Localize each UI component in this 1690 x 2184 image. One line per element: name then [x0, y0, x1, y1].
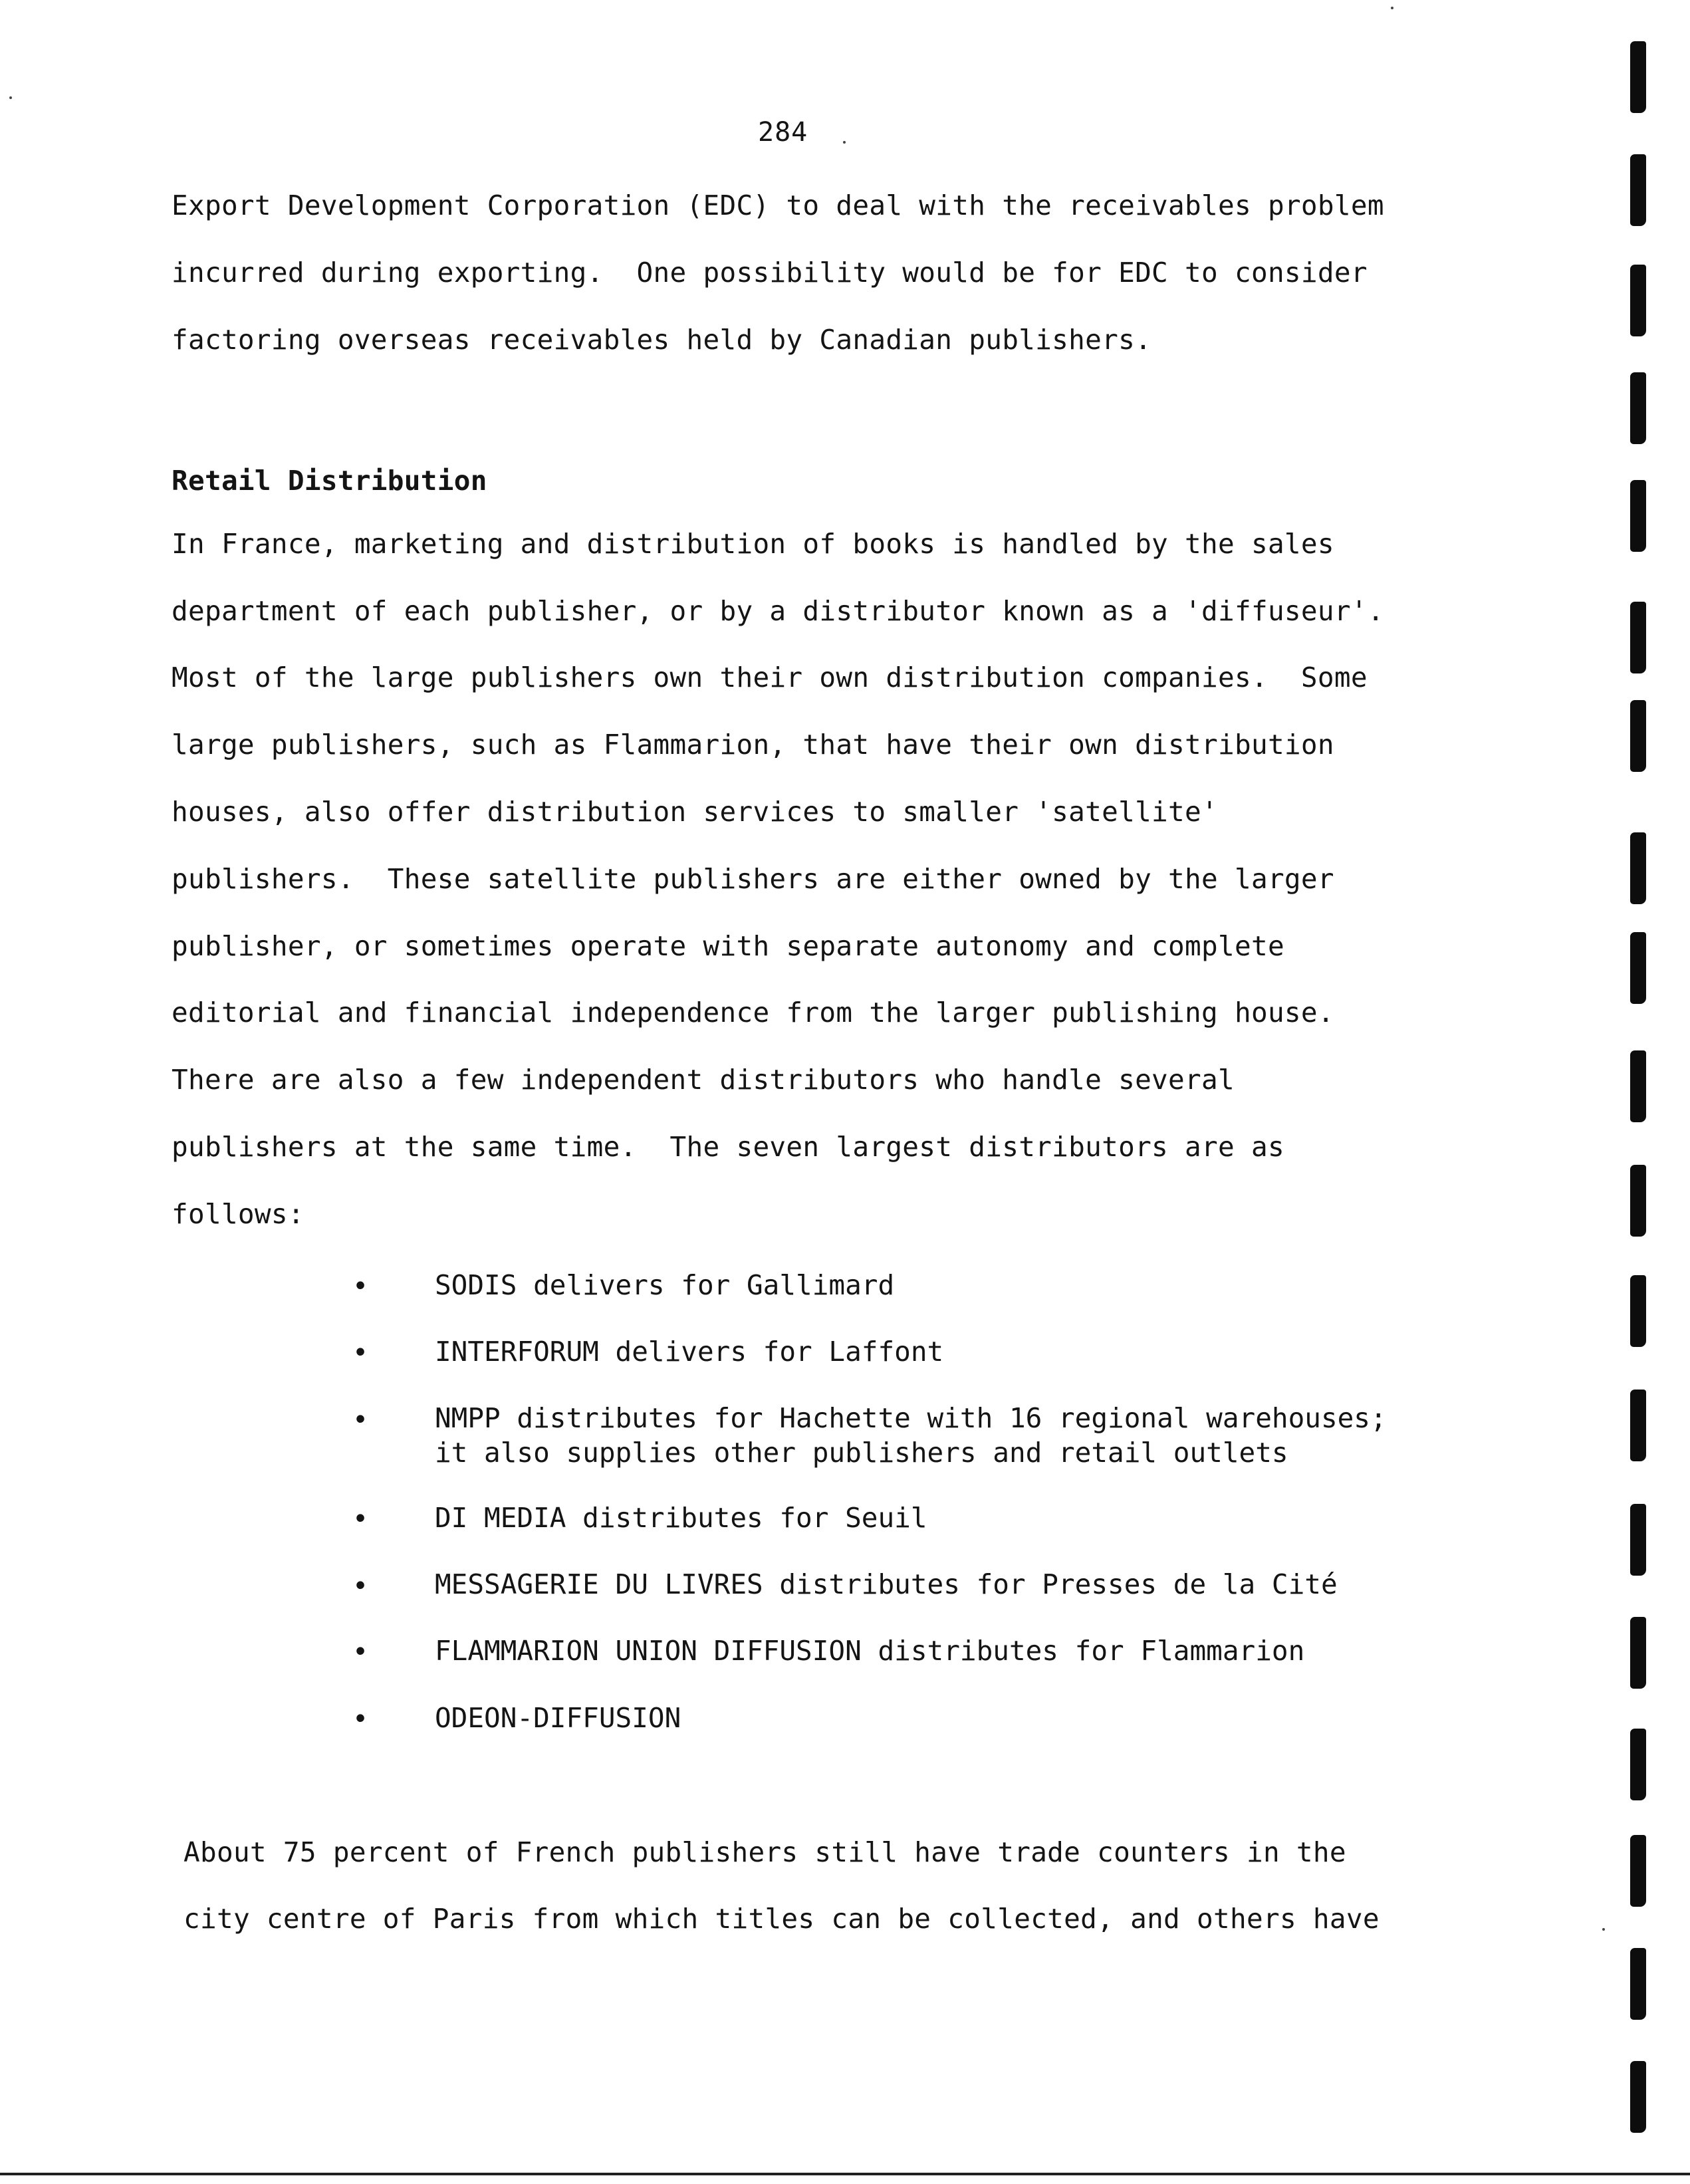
binding-hole [1630, 700, 1646, 772]
binding-hole [1630, 1729, 1646, 1800]
bullet-icon: • [352, 1271, 369, 1302]
paragraph-line: incurred during exporting. One possibility would be for EDC to consider [172, 257, 1368, 289]
binding-hole [1630, 1504, 1646, 1576]
paragraph-line: large publishers, such as Flammarion, that have their own distribution [172, 729, 1334, 761]
scan-speck [1602, 1928, 1605, 1931]
paragraph-line: Most of the large publishers own their own distribution companies. Some [172, 662, 1368, 693]
list-item-text: FLAMMARION UNION DIFFUSION distributes for Flammarion [435, 1635, 1305, 1667]
scan-speck [9, 96, 12, 99]
bullet-icon: • [352, 1405, 369, 1435]
binding-hole [1630, 932, 1646, 1004]
paragraph-line: factoring overseas receivables held by Canadian publishers. [172, 324, 1152, 356]
scan-speck [843, 141, 846, 144]
list-item-text: MESSAGERIE DU LIVRES distributes for Presses de la Cité [435, 1568, 1338, 1600]
paragraph-line: department of each publisher, or by a distributor known as a 'diffuseur'. [172, 595, 1384, 627]
paragraph-line: In France, marketing and distribution of books is handled by the sales [172, 528, 1334, 560]
binding-hole [1630, 1835, 1646, 1907]
bullet-icon: • [352, 1571, 369, 1602]
binding-hole [1630, 154, 1646, 226]
paragraph-line: There are also a few independent distributors who handle several [172, 1064, 1235, 1096]
binding-hole [1630, 2061, 1646, 2133]
paragraph-line: city centre of Paris from which titles can be collected, and others have [183, 1903, 1380, 1935]
binding-hole [1630, 41, 1646, 113]
binding-hole [1630, 602, 1646, 673]
paragraph-line: publishers. These satellite publishers are either owned by the larger [172, 863, 1334, 895]
paragraph-line: follows: [172, 1198, 304, 1230]
bullet-icon: • [352, 1504, 369, 1534]
binding-hole [1630, 1165, 1646, 1237]
list-item-text: SODIS delivers for Gallimard [435, 1269, 895, 1301]
binding-hole [1630, 372, 1646, 444]
scan-edge-line [0, 2173, 1690, 2175]
paragraph-line: publisher, or sometimes operate with separate autonomy and complete [172, 930, 1284, 962]
section-heading: Retail Distribution [172, 465, 487, 497]
binding-hole [1630, 480, 1646, 552]
binding-hole [1630, 1948, 1646, 2020]
list-item-text: DI MEDIA distributes for Seuil [435, 1502, 927, 1534]
list-item-text: NMPP distributes for Hachette with 16 regional warehouses; it also supplies other publishers and retail outlets [435, 1402, 1387, 1469]
paragraph-line: Export Development Corporation (EDC) to deal with the receivables problem [172, 189, 1384, 221]
paragraph-line: houses, also offer distribution services to smaller 'satellite' [172, 796, 1218, 828]
binding-hole [1630, 1617, 1646, 1689]
bullet-icon: • [352, 1338, 369, 1368]
bullet-icon: • [352, 1637, 369, 1667]
paragraph-line: editorial and financial independence from the larger publishing house. [172, 997, 1334, 1029]
binding-hole [1630, 1050, 1646, 1122]
paragraph-line: About 75 percent of French publishers still have trade counters in the [183, 1836, 1346, 1868]
list-item-text: ODEON-DIFFUSION [435, 1702, 681, 1734]
binding-hole [1630, 265, 1646, 336]
page-number: 284 [758, 117, 808, 148]
binding-hole [1630, 1390, 1646, 1461]
scan-speck [1391, 7, 1393, 9]
binding-hole [1630, 832, 1646, 904]
binding-hole [1630, 1275, 1646, 1347]
paragraph-line: publishers at the same time. The seven largest distributors are as [172, 1131, 1284, 1163]
list-item-text: INTERFORUM delivers for Laffont [435, 1336, 944, 1368]
bullet-icon: • [352, 1704, 369, 1735]
